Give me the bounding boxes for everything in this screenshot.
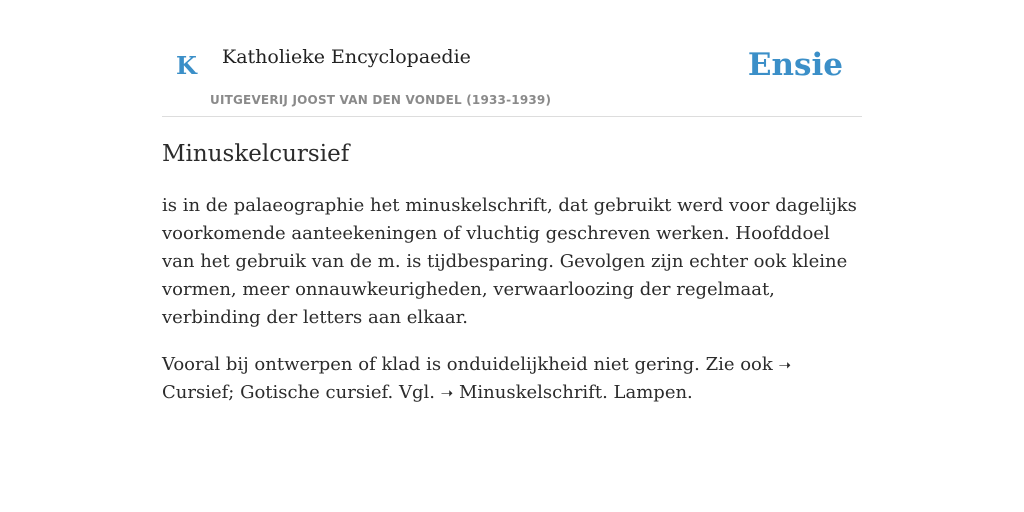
encyclopedia-title[interactable]: Katholieke Encyclopaedie [222,46,471,68]
publisher-label: UITGEVERIJ JOOST VAN DEN VONDEL (1933-1939) [210,93,552,107]
cross-reference-arrow-icon: ➝ [778,356,792,374]
site-header [162,30,862,117]
entry-title: Minuskelcursief [162,141,350,167]
link-cursief[interactable]: Cursief [162,382,229,403]
entry-paragraph-1: is in de palaeographie het minuskelschrift, dat gebruikt werd voor dagelijks voorkomende aanteekeningen of vluchtig geschreven werken. Hoofddoel van het gebruik van de m. is tijdbesparing. Gevolgen zijn echter ook kleine vormen, meer onnauwkeurigheden, verwaarloozing der regelmaat, verbinding der letters aan elkaar. [162,195,857,328]
paragraph-2-text-end: . Lampen. [602,382,693,403]
paragraph-2-text-mid: ; Gotische cursief. Vgl. [228,382,441,403]
entry-paragraph-2 [162,351,862,407]
ensie-logo[interactable]: Ensie [747,47,843,83]
link-minuskelschrift[interactable]: Minuskelschrift [458,382,603,403]
paragraph-2-text-before: Vooral bij ontwerpen of klad is onduidelijkheid niet gering. Zie ook [162,354,779,375]
logo-k[interactable]: K [176,51,197,80]
entry-content [162,138,862,407]
cross-reference-arrow-icon: ➝ [440,384,454,402]
